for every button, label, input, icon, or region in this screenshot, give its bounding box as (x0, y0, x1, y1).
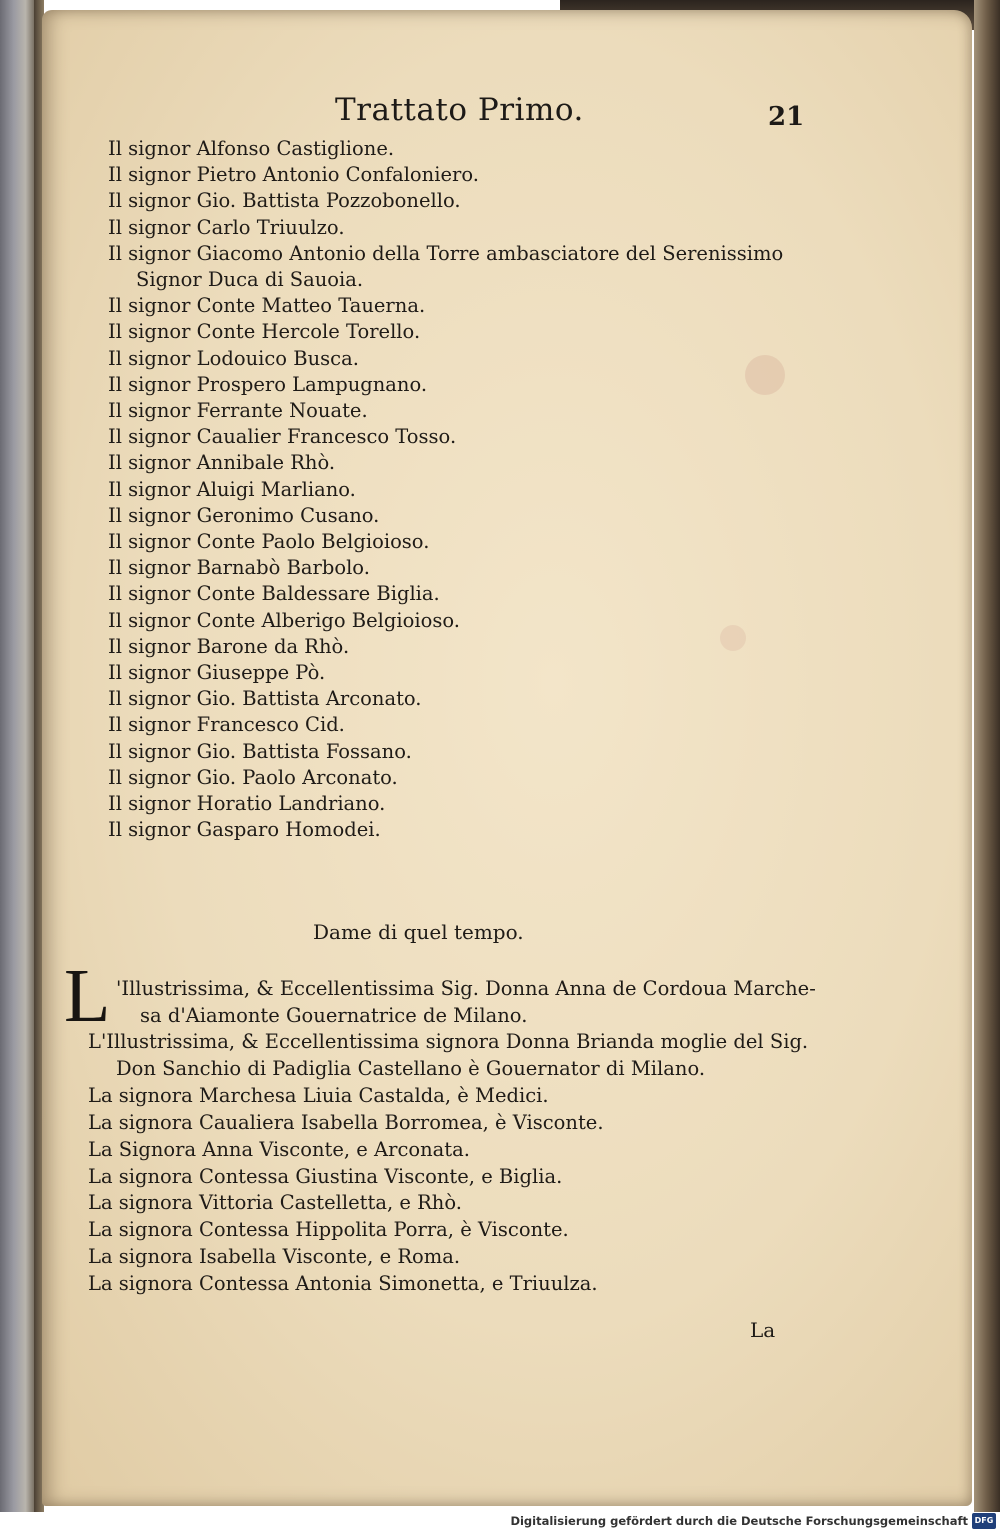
list-item: Il signor Conte Paolo Belgioioso. (108, 530, 430, 554)
list-item: Il signor Horatio Landriano. (108, 792, 386, 816)
drop-cap-initial: L (64, 954, 111, 1038)
lead-entry (116, 975, 816, 1029)
ladies-list (88, 1029, 808, 1298)
list-item: Il signor Annibale Rhò. (108, 451, 336, 475)
list-item: Il signor Gio. Battista Arconato. (108, 687, 422, 711)
list-item: Il signor Alfonso Castiglione. (108, 137, 395, 160)
list-item: La signora Contessa Hippolita Porra, è Visconte. (88, 1218, 569, 1242)
list-item: L'Illustrissima, & Eccellentissima signora Donna Brianda moglie del Sig. (88, 1030, 809, 1053)
gentlemen-list (108, 136, 783, 843)
list-item: Il signor Geronimo Cusano. (108, 503, 380, 527)
running-title: Trattato Primo. (335, 92, 584, 128)
list-item: Il signor Barone da Rhò. (108, 634, 350, 658)
list-item: Il signor Conte Baldessare Biglia. (108, 582, 440, 606)
list-item: Il signor Gio. Battista Fossano. (108, 739, 412, 763)
list-item: Il signor Ferrante Nouate. (108, 399, 368, 423)
list-item: Il signor Aluigi Marliano. (108, 477, 356, 501)
list-item: Il signor Prospero Lampugnano. (108, 372, 428, 396)
list-item: La signora Contessa Giustina Visconte, e Biglia. (88, 1164, 563, 1188)
list-item-continuation: Don Sanchio di Padiglia Castellano è Gouernator di Milano. (116, 1056, 706, 1080)
lead-entry-line: 'Illustrissima, & Eccellentissima Sig. Donna Anna de Cordoua Marche- (116, 977, 816, 1000)
section-heading: Dame di quel tempo. (313, 920, 524, 944)
list-item: Il signor Gasparo Homodei. (108, 818, 381, 842)
book-page-edge-right (974, 0, 1000, 1512)
lead-entry-line: sa d'Aiamonte Gouernatrice de Milano. (140, 1004, 528, 1027)
page-number: 21 (768, 102, 805, 132)
list-item: Il signor Conte Hercole Torello. (108, 320, 421, 344)
list-item: Il signor Francesco Cid. (108, 713, 345, 737)
catchword: La (750, 1318, 776, 1342)
list-item: Il signor Caualier Francesco Tosso. (108, 425, 457, 449)
list-item: La signora Marchesa Liuia Castalda, è Medici. (88, 1083, 549, 1107)
list-item: Il signor Lodouico Busca. (108, 346, 359, 370)
list-item: La signora Caualiera Isabella Borromea, è Visconte. (88, 1110, 604, 1134)
list-item: Il signor Conte Alberigo Belgioioso. (108, 608, 460, 632)
list-item: Il signor Giacomo Antonio della Torre ambasciatore del Serenissimo (108, 241, 784, 265)
list-item: La Signora Anna Visconte, e Arconata. (88, 1137, 470, 1161)
digitization-credit: Digitalisierung gefördert durch die Deutsche Forschungsgemeinschaft (510, 1514, 968, 1528)
list-item: Il signor Pietro Antonio Confaloniero. (108, 163, 479, 187)
book-binding-left (0, 0, 34, 1512)
list-item: Il signor Conte Matteo Tauerna. (108, 294, 426, 318)
list-item: Il signor Gio. Battista Pozzobonello. (108, 189, 461, 213)
list-item: Il signor Barnabò Barbolo. (108, 556, 370, 580)
list-item: Il signor Gio. Paolo Arconato. (108, 765, 398, 789)
list-item: Il signor Carlo Triuulzo. (108, 215, 345, 239)
list-item: La signora Vittoria Castelletta, e Rhò. (88, 1191, 462, 1215)
list-item: La signora Contessa Antonia Simonetta, e Triuulza. (88, 1272, 598, 1296)
list-item: La signora Isabella Visconte, e Roma. (88, 1245, 461, 1269)
dfg-logo-icon: DFG (972, 1513, 996, 1529)
list-item: Il signor Giuseppe Pò. (108, 661, 326, 685)
list-item-continuation: Signor Duca di Sauoia. (136, 268, 364, 292)
